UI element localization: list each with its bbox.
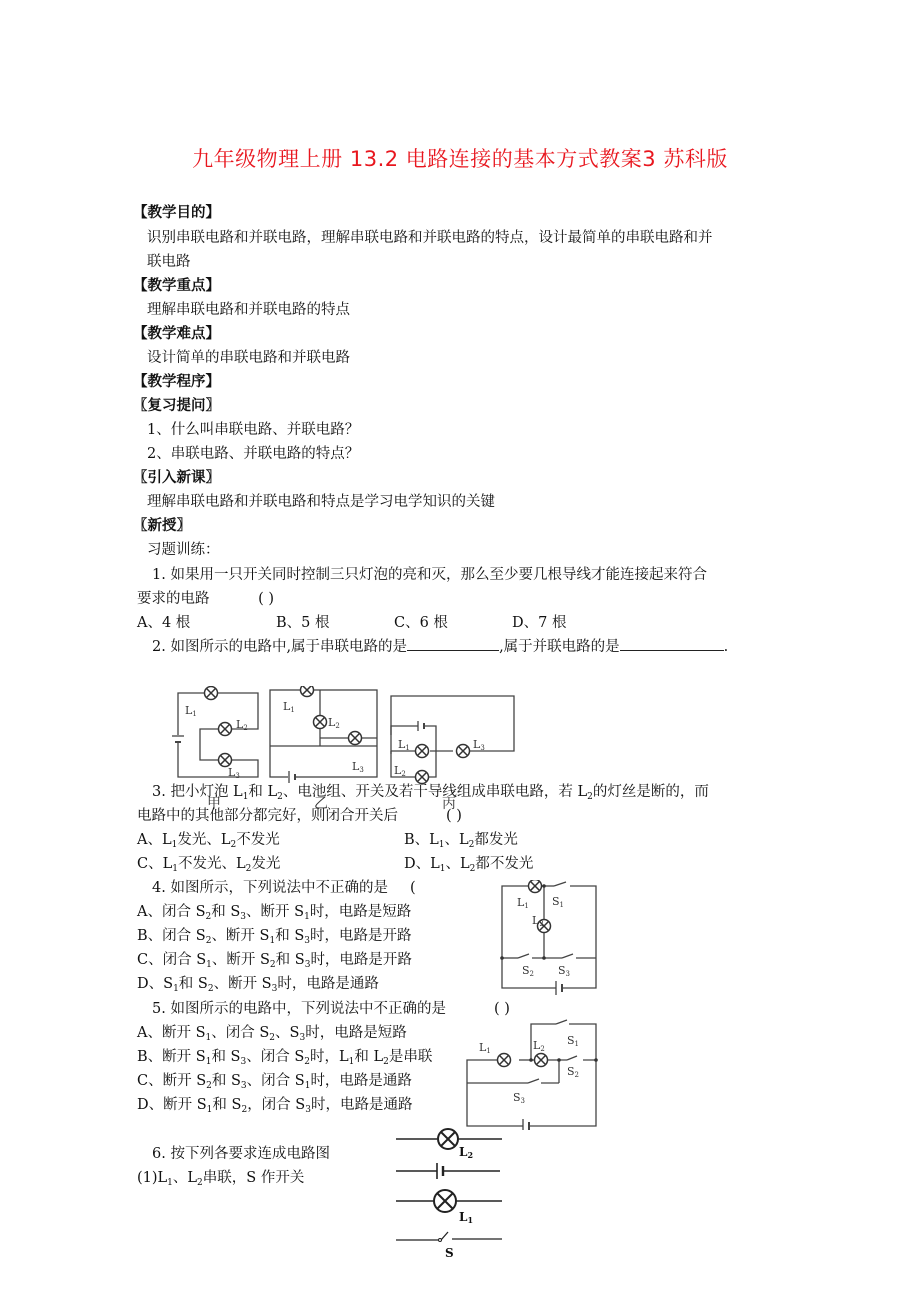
text-fragment: 2	[245, 864, 252, 874]
q5-option-a	[137, 1023, 407, 1043]
label-s3: S3	[513, 1091, 526, 1105]
text-fragment: (1)L	[137, 1170, 168, 1186]
question-2-middle: ,属于并联电路的是	[499, 639, 620, 655]
question-1-options	[137, 613, 566, 633]
label-l1: L1	[185, 704, 197, 718]
label-l2: L2	[394, 764, 406, 778]
circuit-figure-q4	[496, 880, 606, 996]
circuit-bing	[391, 696, 514, 777]
text-fragment: 3	[304, 960, 311, 970]
text-fragment: 2	[241, 1105, 248, 1115]
text-fragment: 1	[173, 984, 179, 994]
text-fragment: 1	[348, 1057, 355, 1067]
option-b: B、5 根	[276, 615, 330, 631]
answer-paren: ( )	[258, 591, 275, 607]
text-fragment: 、L	[444, 832, 469, 848]
q5-option-c	[137, 1071, 412, 1091]
question-2-text	[152, 637, 728, 657]
label-l1: L1	[459, 1210, 474, 1225]
text-fragment: 和 S	[212, 1097, 242, 1113]
label-l3: L3	[473, 738, 485, 752]
text-fragment: 发光	[251, 856, 281, 872]
text-fragment: 1	[172, 864, 178, 874]
q4-option-d	[137, 974, 379, 994]
answer-paren: ( )	[446, 808, 462, 824]
q6-sub-1	[137, 1168, 304, 1188]
text-fragment: 、闭合 S	[246, 1049, 305, 1065]
text-fragment: D、L	[404, 856, 440, 872]
difficulty-text: 设计简单的串联电路和并联电路	[147, 350, 350, 366]
label-s1: S1	[552, 895, 565, 909]
text-fragment: 、断开 S	[213, 976, 272, 992]
q3-part: 3. 把小灯泡 L	[152, 784, 243, 800]
q3-part: 、电池组、开关及若干导线组成串联电路，若 L	[282, 784, 588, 800]
label-l2: L2	[533, 1039, 545, 1053]
text-fragment: 串联，S 作开关	[202, 1170, 305, 1186]
q3-option-b	[404, 830, 518, 850]
text-fragment: 、断开 S	[211, 952, 270, 968]
text-fragment: 2	[269, 960, 276, 970]
text-fragment: 1	[205, 1033, 212, 1043]
text-fragment: 2	[207, 984, 214, 994]
text-fragment: 都发光	[474, 832, 518, 848]
label-l3: L3	[228, 766, 240, 780]
text-fragment: 和 S	[211, 904, 241, 920]
text-fragment: 和 S	[275, 928, 305, 944]
text-fragment: 和 L	[354, 1049, 384, 1065]
lamp-icon	[498, 1054, 511, 1067]
text-fragment: 2	[269, 1033, 276, 1043]
text-fragment: 和 S	[211, 1049, 241, 1065]
review-question-2: 2、串联电路、并联电路的特点？	[147, 446, 360, 462]
difficulty-heading: 【教学难点】	[133, 326, 220, 342]
figure-label-bing: 丙	[442, 796, 456, 812]
lamp-icon	[301, 686, 314, 697]
text-fragment: 时，电路是短路	[309, 904, 412, 920]
lamp-icon	[535, 1054, 548, 1067]
text-fragment: A、L	[137, 832, 172, 848]
question-3-text	[152, 782, 709, 802]
circuit-components-q6	[390, 1124, 510, 1264]
option-a: A、4 根	[137, 615, 191, 631]
question-6-text: 6. 按下列各要求连成电路图	[152, 1146, 330, 1162]
text-fragment: 是串联	[388, 1049, 433, 1065]
text-fragment: 1	[439, 864, 446, 874]
text-fragment: 3	[299, 1033, 306, 1043]
text-fragment: D、S	[137, 976, 174, 992]
q3-part: 的灯丝是断的，而	[592, 784, 709, 800]
text-fragment: B、断开 S	[137, 1049, 206, 1065]
text-fragment: 2	[205, 936, 212, 946]
lamp-icon	[416, 745, 429, 758]
q4-option-b	[137, 926, 412, 946]
figure-label-yi: 乙	[314, 796, 328, 812]
text-fragment: 时，电路是通路	[310, 1097, 413, 1113]
answer-blank-parallel[interactable]	[620, 638, 724, 651]
label-s1: S1	[567, 1034, 580, 1048]
text-fragment: 1	[304, 912, 310, 922]
q3-line2: 电路中的其他部分都完好，则闭合开关后	[137, 808, 398, 824]
goal-heading: 【教学目的】	[133, 205, 220, 221]
text-fragment: C、闭合 S	[137, 952, 207, 968]
text-fragment: 1	[304, 1081, 311, 1091]
text-fragment: 1	[167, 1178, 173, 1188]
label-l2: L2	[459, 1145, 474, 1160]
text-fragment: 1	[206, 960, 212, 970]
text-fragment: 、L	[172, 1170, 198, 1186]
text-fragment: B、L	[404, 832, 439, 848]
text-fragment: 1	[269, 936, 276, 946]
text-fragment: 时，电路是通路	[310, 1073, 412, 1089]
intro-heading: 〖引入新课〗	[133, 470, 220, 486]
text-fragment: B、闭合 S	[137, 928, 206, 944]
q3-sub: 2	[587, 792, 593, 802]
q5-option-d	[137, 1095, 412, 1115]
goal-text: 识别串联电路和并联电路，理解串联电路和并联电路的特点，设计最简单的串联电路和并	[147, 230, 713, 246]
text-fragment: 1	[171, 840, 178, 850]
question-2-suffix: .	[723, 639, 729, 655]
text-fragment: 2	[205, 912, 212, 922]
text-fragment: 1	[438, 840, 445, 850]
text-fragment: 时，电路是开路	[310, 928, 412, 944]
q3-option-c	[137, 854, 280, 874]
question-1-text-cont	[137, 589, 274, 609]
label-l2: L2	[328, 716, 340, 730]
text-fragment: A、断开 S	[137, 1025, 206, 1041]
label-l1: L1	[517, 896, 529, 910]
text-fragment: 2	[206, 1081, 212, 1091]
lamp-icon	[314, 716, 327, 729]
text-fragment: 、S	[275, 1025, 300, 1041]
lamp-icon	[529, 880, 542, 893]
text-fragment: 时，电路是通路	[277, 976, 379, 992]
label-s: S	[445, 1246, 454, 1260]
question-4-text	[152, 878, 416, 898]
q5-stem: 5. 如图所示的电路中，下列说法中不正确的是	[152, 1001, 446, 1017]
q3-part: 和 L	[248, 784, 278, 800]
text-fragment: 2	[383, 1057, 389, 1067]
text-fragment: 1	[206, 1105, 213, 1115]
text-fragment: 不发光、L	[177, 856, 246, 872]
lamp-icon	[457, 745, 470, 758]
text-fragment: 3	[240, 1081, 247, 1091]
text-fragment: 、闭合 S	[246, 1073, 305, 1089]
text-fragment: D、断开 S	[137, 1097, 207, 1113]
question-2-prefix: 2. 如图所示的电路中,属于串联电路的是	[152, 639, 408, 655]
text-fragment: 和 S	[178, 976, 208, 992]
text-fragment: 都不发光	[475, 856, 534, 872]
text-fragment: A、闭合 S	[137, 904, 206, 920]
lamp-icon	[205, 687, 218, 700]
option-d: D、7 根	[512, 615, 567, 631]
text-fragment: 2	[468, 840, 475, 850]
text-fragment: 2	[230, 840, 237, 850]
q3-option-d	[404, 854, 533, 874]
question-3-text-cont	[137, 806, 462, 826]
new-lesson-heading: 〖新授〗	[133, 518, 191, 534]
text-fragment: 、闭合 S	[211, 1025, 270, 1041]
key-text: 理解串联电路和并联电路的特点	[147, 302, 350, 318]
q3-sub: 2	[277, 792, 283, 802]
document-title: 九年级物理上册 13.2 电路连接的基本方式教案3 苏科版	[192, 147, 728, 171]
text-fragment: 1	[205, 1057, 212, 1067]
text-fragment: 、断开 S	[211, 928, 270, 944]
text-fragment: C、断开 S	[137, 1073, 207, 1089]
text-fragment: 3	[240, 1057, 247, 1067]
text-fragment: 和 S	[275, 952, 305, 968]
q4-stem: 4. 如图所示，下列说法中不正确的是	[152, 880, 388, 896]
text-fragment: 时，电路是开路	[310, 952, 412, 968]
intro-text: 理解串联电路和并联电路和特点是学习电学知识的关键	[147, 494, 495, 510]
text-fragment: ，闭合 S	[247, 1097, 306, 1113]
text-fragment: 、断开 S	[246, 904, 305, 920]
label-l1: L1	[398, 738, 410, 752]
text-fragment: 时，L	[310, 1049, 349, 1065]
label-l3: L3	[352, 760, 364, 774]
label-s3: S3	[558, 964, 571, 978]
lamp-icon	[219, 754, 232, 767]
goal-text-cont: 联电路	[147, 254, 191, 270]
text-fragment: 3	[304, 936, 310, 946]
exercise-label: 习题训练：	[147, 542, 220, 558]
q4-option-c	[137, 950, 412, 970]
q5-option-b	[137, 1047, 462, 1067]
text-fragment: 、L	[445, 856, 470, 872]
text-fragment: 和 S	[211, 1073, 241, 1089]
review-heading: 〖复习提问〗	[133, 398, 220, 414]
label-s2: S2	[522, 964, 535, 978]
q4-option-a	[137, 902, 411, 922]
circuit-figures-q2	[170, 686, 530, 786]
label-s2: S2	[567, 1065, 580, 1079]
answer-paren: ( )	[493, 1001, 510, 1017]
option-c: C、6 根	[394, 615, 448, 631]
text-fragment: 2	[197, 1178, 203, 1188]
label-l1: L1	[283, 700, 295, 714]
text-fragment: 3	[240, 912, 247, 922]
q3-option-a	[137, 830, 280, 850]
q3-sub: 1	[242, 792, 249, 802]
text-fragment: 时，电路是短路	[305, 1025, 407, 1041]
figure-label-jia: 甲	[207, 796, 221, 812]
answer-blank-series[interactable]	[407, 638, 499, 651]
lamp-icon	[219, 723, 232, 736]
lamp-icon	[349, 732, 362, 745]
text-fragment: 不发光	[236, 832, 280, 848]
answer-paren: (	[409, 880, 416, 896]
label-l1: L1	[479, 1041, 491, 1055]
text-fragment: 2	[469, 864, 476, 874]
text-fragment: 发光、L	[177, 832, 231, 848]
key-heading: 【教学重点】	[133, 278, 220, 294]
label-l2: L2	[532, 914, 544, 928]
text-fragment: 3	[271, 984, 278, 994]
text-fragment: 3	[305, 1105, 311, 1115]
question-1-text: 1. 如果用一只开关同时控制三只灯泡的亮和灭，那么至少要几根导线才能连接起来符合	[152, 567, 707, 583]
label-l2: L2	[236, 718, 248, 732]
question-5-text	[152, 999, 510, 1019]
review-question-1: 1、什么叫串联电路、并联电路？	[147, 422, 360, 438]
text-fragment: 2	[304, 1057, 310, 1067]
text-fragment: C、L	[137, 856, 173, 872]
question-1-text-line2: 要求的电路	[137, 591, 210, 607]
procedure-heading: 【教学程序】	[133, 374, 220, 390]
circuit-figure-q5	[463, 1018, 603, 1130]
